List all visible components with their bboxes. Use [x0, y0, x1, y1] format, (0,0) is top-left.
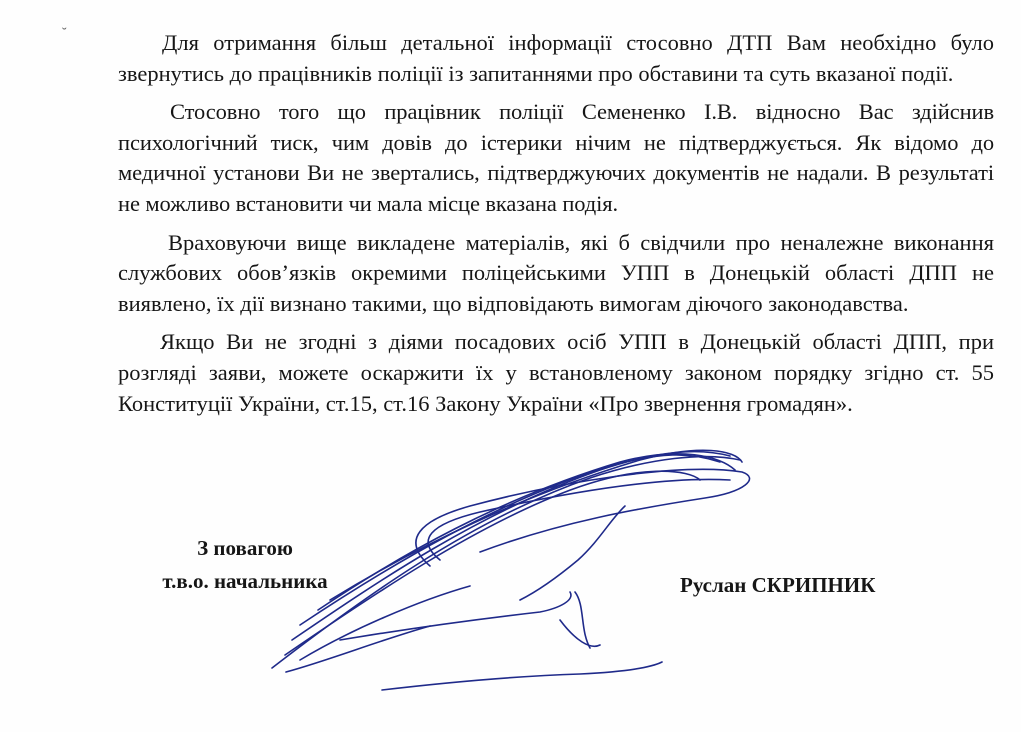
letter-body: [118, 28, 994, 427]
paragraph-1: Для отримання більш детальної інформації стосовно ДТП Вам необхідно було звернутись до працівників поліції із запитаннями про обставини та суть вказаної події.: [118, 30, 994, 86]
corner-mark: ˘: [62, 26, 67, 41]
paragraph-2: Стосовно того що працівник поліції Семененко І.В. відносно Вас здійснив психологічний тиск, чим довів до істерики нічим не підтверджується. Як відомо до медичної установи Ви не звертались, підтверджуючих документів не надали. В результаті не можливо встановити чи мала місце вказана подія.: [118, 99, 994, 216]
paragraph-4: Якщо Ви не згодні з діями посадових осіб УПП в Донецькій області ДПП, при розгляді заяви, можете оскаржити їх у встановленому законом порядку згідно ст. 55 Конституції України, ст.15, ст.16 Закону України «Про звернення громадян».: [118, 329, 994, 416]
closing-regards: З повагою: [197, 536, 293, 560]
paragraph-3: Враховуючи вище викладене матеріалів, які б свідчили про неналежне виконання службових обов’язків окремими поліцейськими УПП в Донецькій області ДПП не виявлено, їх дії визнано такими, що відповідають вимогам діючого законодавства.: [118, 229, 994, 316]
closing-position: т.в.о. начальника: [162, 569, 328, 593]
closing-block: [150, 532, 340, 598]
signer-name: Руслан СКРИПНИК: [680, 573, 876, 597]
